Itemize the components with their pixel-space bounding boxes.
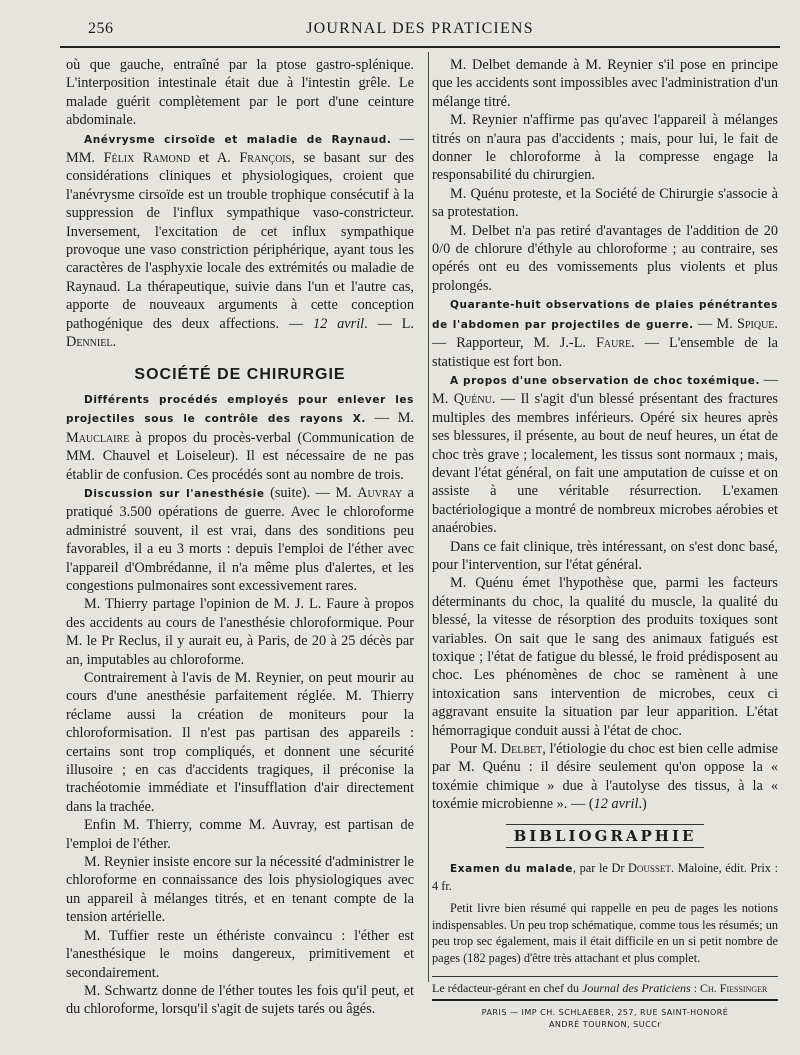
article-raynaud <box>66 130 414 352</box>
article-choc-title: A propos d'une observation de choc toxémique. <box>450 374 761 387</box>
author-mauclaire: Mauclaire <box>66 429 130 446</box>
editor-name: : Ch. Fiessinger <box>690 981 768 996</box>
article-plaies <box>432 295 778 371</box>
text-run: et A. <box>190 150 240 167</box>
journal-title: JOURNAL DES PRATICIENS <box>306 20 534 37</box>
column-separator <box>428 52 429 982</box>
article-plaies-body: . — L'ensemble de la statistique est fort bon. <box>432 335 778 370</box>
author-francois: François <box>239 150 292 167</box>
text-run: , par le Dr <box>572 861 629 876</box>
article-anesthesie <box>66 484 414 595</box>
text-run: , l'étiologie du choc est bien celle admise par M. Quénu : il désire seulement qu'on oppose la « toxémie chimique » due à l'autolyse des tissus, à la « toxémie microbienne ». — ( <box>432 741 778 813</box>
text-run: Le rédacteur-gérant en chef du <box>432 981 582 996</box>
paragraph-quenu-protest: M. Quénu proteste, et la Société de Chirurgie s'associe à sa protestation. <box>432 185 778 221</box>
text-run: — M. <box>366 410 414 427</box>
paragraph-tuffier: M. Tuffier reste un éthériste convaincu : l'éther est l'anesthésique le moins dangereux, primitivement et secondairement. <box>66 927 414 981</box>
text-run: .) <box>638 796 647 813</box>
paragraph-continuation: où que gauche, entraîné par la ptose gastro-splénique. L'interposition intestinale était due à l'intestin grêle. Le malade guérit complètement par le port d'une ceinture abdominale. <box>66 57 414 129</box>
text-run: — MM. <box>66 130 414 167</box>
text-run: . <box>112 334 117 351</box>
right-column <box>432 56 778 1031</box>
paragraph-reynier: M. Reynier insiste encore sur la nécessité d'administrer le chloroforme en connaissance des lois physiologiques avec un appareil à mélanges titrés, et en tenant compte de la tension artérielle. <box>66 854 414 926</box>
book-title: Examen du malade <box>450 863 573 876</box>
bibliography-title: BIBLIOGRAPHIE <box>506 824 705 848</box>
paragraph-delbet-ethyle: M. Delbet n'a pas retiré d'avantages de l'addition de 20 0/0 de chlorure d'éthyle au chloroforme ; au contraire, ses opérés ont eu des vomissements plus violents et plus prolongés. <box>432 222 778 294</box>
paragraph-quenu-hypothese: M. Quénu émet l'hypothèse que, parmi les facteurs déterminants du choc, la qualité du muscle, la qualité du blessé, la vitesse de résorption des produits toxiques sont variables. On sait que le sang des animaux fatigués est toxique ; l'état de fatigue du blessé, le froid prédisposent au choc. Les phénomènes de choc se ramènent à une intoxication sans intervention de microbes, ceux ci aggravant ensuite la situation par leur apparition. L'état hémorragique conduit aussi à l'état de choc. <box>432 575 778 739</box>
article-raynaud-title: Anévrysme cirsoïde et maladie de Raynaud. <box>84 133 392 146</box>
article-projectiles-body: à propos du procès-verbal (Communication de MM. Chauvel et Loiseleur). Il est nécessaire de ne pas établir de confusion. Ces procédés sont au nombre de trois. <box>66 429 414 483</box>
journal-name: Journal des Praticiens <box>582 981 691 996</box>
article-date: 12 avril <box>593 796 639 813</box>
text-run: — M. <box>432 371 778 408</box>
bibliography-header <box>432 824 778 848</box>
paragraph-contrairement: Contrairement à l'avis de M. Reynier, on peut mourir au cours d'une anesthésie parfaitement réglée. M. Thierry réclame aussi la création de moniteurs pour la chloroformisation. Il n'est pas partisan des appareils : certains sont trop compliqués, et donnent une sécurité illusoire ; en cas d'accidents tragiques, il préconise la trachéotomie immédiate et l'insufflation d'air directement dans la trachée. <box>66 670 414 815</box>
article-choc <box>432 371 778 538</box>
text-run: Pour M. <box>450 741 501 758</box>
article-projectiles <box>66 390 414 484</box>
text-run: . — Rapporteur, M. J.-L. <box>432 315 778 352</box>
left-column <box>66 56 414 1019</box>
author-quenu: Quénu <box>453 391 492 408</box>
paragraph-delbet: M. Delbet demande à M. Reynier s'il pose en principe que les accidents sont impossibles avec l'administration d'un mélange titré. <box>432 57 778 110</box>
text-run: . — L. <box>364 315 415 332</box>
paragraph-dans-ce-fait: Dans ce fait clinique, très intéressant, on s'est donc basé, pour l'intervention, sur l'état général. <box>432 538 778 573</box>
paragraph-schwartz: M. Schwartz donne de l'éther toutes les fois qu'il peut, et du chloroforme, lorsqu'il s'agit de sujets tarés ou âgés. <box>66 982 414 1018</box>
signature-denniel: Denniel <box>66 334 113 351</box>
article-date: 12 avril <box>313 315 365 332</box>
paragraph-enfin: Enfin M. Thierry, comme M. Auvray, est partisan de l'emploi de l'éther. <box>66 817 414 852</box>
editor-line <box>432 976 778 1001</box>
text-run: — M. <box>693 315 738 332</box>
author-auvray: Auvray <box>357 484 403 501</box>
imprint-line-2: ANDRÉ TOURNON, SUCCr <box>548 1020 662 1030</box>
page-header <box>60 20 780 44</box>
author-spique: Spique <box>737 315 775 332</box>
article-plaies-title: Quarante-huit observations de plaies pénétrantes de l'abdomen par projectiles de guerre. <box>432 299 778 331</box>
text-run: (suite). — M. <box>264 484 358 501</box>
paragraph-pour-delbet <box>432 740 778 814</box>
book-review: Petit livre bien résumé qui rappelle en peu de pages les notions indispensables. Un peu trop schématique, comme tous les résumés; un peu trop sec également, mais il était difficile en un si petit nombre de pages (182 pages) d'être très attachant et plus complet. <box>432 901 778 965</box>
article-choc-body: . — Il s'agit d'un blessé présentant des fractures multiples des membres inférieurs. Opéré six heures après ses blessures, il présente, au bout de neuf heures, un état de choc très grave ; localement, les tissus sont normaux ; mais, devant l'état général, on fait une amputation de cuisse et on assiste à une véritable résurrection. L'examen bactériologique a montré de nombreux microbes aérobies et anaérobies. <box>432 391 778 537</box>
book-publisher: . Maloine, édit. Prix : 4 fr. <box>432 861 778 893</box>
article-anesthesie-body: a pratiqué 3.500 opérations de guerre. Avec le chloroforme administré souvent, il est vrai, dans des sonditions peu favorables, il a eu 3 morts : depuis l'emploi de l'éther avec l'appareil d'Ombrédanne, il n'a même plus d'alertes, et les congestions pulmonaires sont excessivement rares. <box>66 484 415 594</box>
page-number: 256 <box>88 20 114 37</box>
book-entry <box>432 860 778 894</box>
header-rule <box>60 46 780 48</box>
imprint-line-1: PARIS — IMP CH. SCHLAEBER, 257, RUE SAINT-HONORÉ <box>481 1008 729 1018</box>
article-projectiles-title: Différents procédés employés pour enlever les projectiles sous le contrôle des rayons X. <box>66 393 414 426</box>
article-anesthesie-title: Discussion sur l'anesthésie <box>84 487 265 500</box>
author-ramond: Félix Ramond <box>103 150 191 167</box>
book-author: Dousset <box>628 861 671 876</box>
paragraph-thierry: M. Thierry partage l'opinion de M. J. L. Faure à propos des accidents au cours de l'anesthésie chloroformique. Pour M. le Pr Reclus, il y aurait eu, à Paris, de 20 à 25 décès par an, imputables au chloroforme. <box>66 596 414 668</box>
author-faure: Faure <box>595 335 632 352</box>
section-title-chirurgie: SOCIÉTÉ DE CHIRURGIE <box>134 365 346 383</box>
article-raynaud-body: , se basant sur des considérations cliniques et physiologiques, croient que l'anévrysme cirsoïde est un trouble trophique consécutif à la suppression de l'influx sympathique vaso-constricteur. Inversement, l'excitation de cet influx sympathique provoque une vaso constriction périphérique, ayant tous les caractères de l'asphyxie locale des extrémités ou maladie de Raynaud. La thérapeutique, suivie dans l'un et l'autre cas, apporte de nouveaux arguments à cette conception pathogénique des deux affections. — <box>66 150 415 332</box>
paragraph-reynier-reply: M. Reynier n'affirme pas qu'avec l'appareil à mélanges titrés on n'aura pas d'accidents ; mais, pour lui, le fait de donner le chloroforme à la compresse engage la responsabilité du chirurgien. <box>432 112 778 184</box>
printer-imprint <box>432 1007 778 1031</box>
author-delbet: Delbet <box>500 741 543 758</box>
